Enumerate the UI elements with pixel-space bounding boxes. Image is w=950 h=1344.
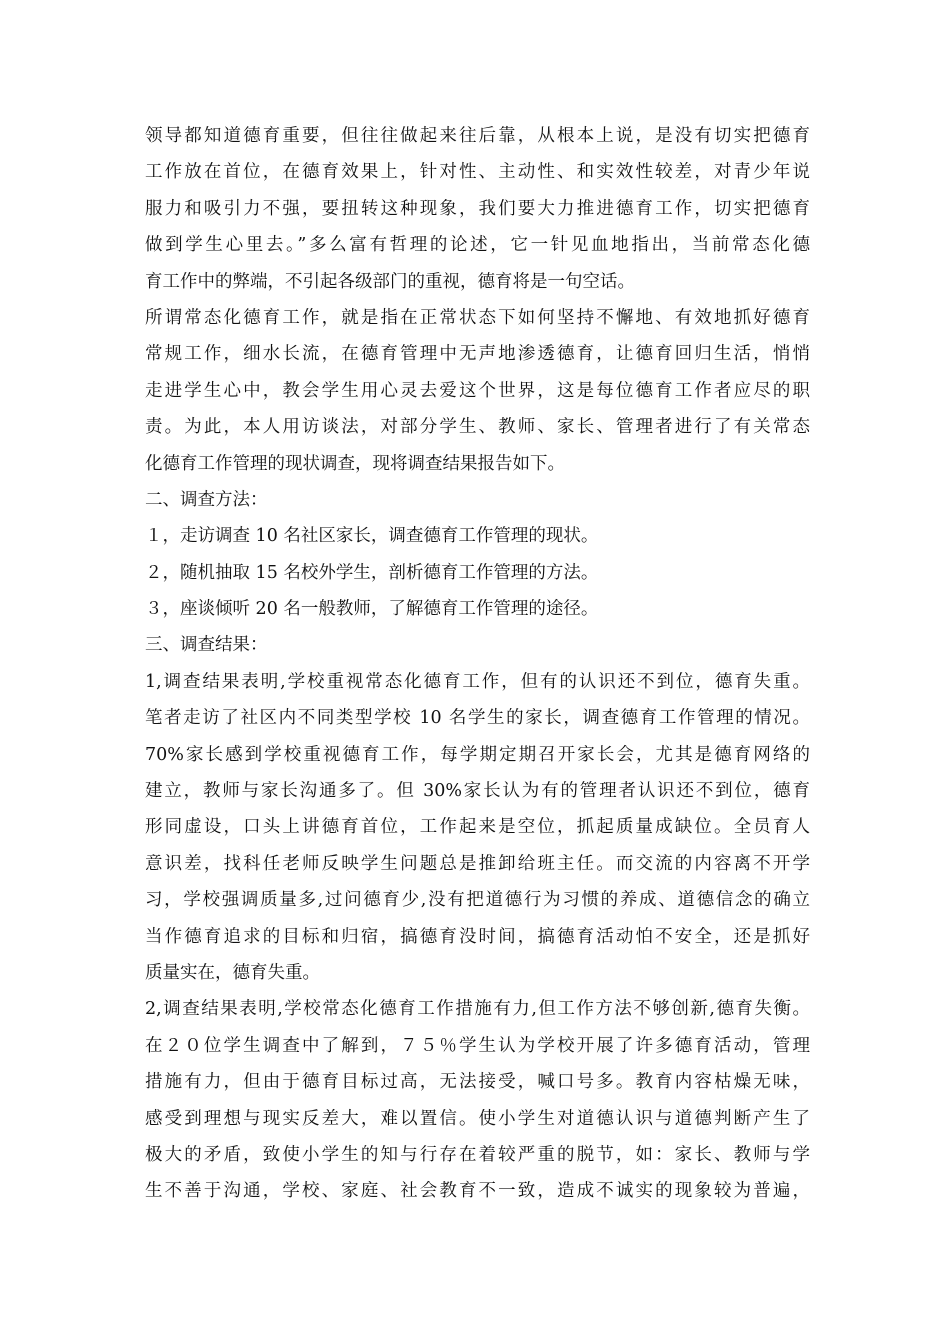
text-line: 生不善于沟通，学校、家庭、社会教育不一致，造成不诚实的现象较为普遍， — [145, 1181, 810, 1202]
text-line: 措施有力，但由于德育目标过高，无法接受，喊口号多。教育内容枯燥无味， — [145, 1072, 810, 1093]
list-item: ２，随机抽取 15 名校外学生，剖析德育工作管理的方法。 — [145, 562, 599, 583]
text-line: 做到学生心里去。”多么富有哲理的论述，它一针见血地指出，当前常态化德 — [145, 235, 810, 256]
text-line: 服力和吸引力不强，要扭转这种现象，我们要大力推进德育工作，切实把德育 — [145, 198, 810, 219]
text-line: 感受到理想与现实反差大，难以置信。使小学生对道德认识与道德判断产生了 — [145, 1108, 810, 1129]
document-body — [145, 118, 810, 1210]
text-line: 育工作中的弊端，不引起各级部门的重视，德育将是一句空话。 — [145, 271, 635, 292]
text-line: 在２０位学生调查中了解到，７５％学生认为学校开展了许多德育活动，管理 — [145, 1035, 810, 1056]
text-line: 常规工作，细水长流，在德育管理中无声地渗透德育，让德育回归生活，悄悄 — [145, 344, 810, 365]
text-line: 走进学生心中，教会学生用心灵去爱这个世界，这是每位德育工作者应尽的职 — [145, 380, 810, 401]
text-line: 笔者走访了社区内不同类型学校 10 名学生的家长，调查德育工作管理的情况。 — [145, 708, 810, 729]
text-line: 质量实在，德育失重。 — [145, 962, 320, 983]
text-line: 建立，教师与家长沟通多了。但 30%家长认为有的管理者认识还不到位，德育 — [145, 781, 810, 802]
text-line: 工作放在首位，在德育效果上，针对性、主动性、和实效性较差，对青少年说 — [145, 162, 810, 183]
section-heading: 二、调查方法： — [145, 489, 268, 510]
text-line: 领导都知道德育重要，但往往做起来往后靠，从根本上说，是没有切实把德育 — [145, 126, 810, 146]
text-line: 习，学校强调质量多,过问德育少,没有把道德行为习惯的养成、道德信念的确立 — [145, 890, 810, 911]
list-item: １，走访调查 10 名社区家长，调查德育工作管理的现状。 — [145, 526, 599, 547]
list-item: ３，座谈倾听 20 名一般教师，了解德育工作管理的途径。 — [145, 599, 599, 620]
text-line: 2,调查结果表明,学校常态化德育工作措施有力,但工作方法不够创新,德育失衡。 — [145, 999, 810, 1020]
text-line: 形同虚设，口头上讲德育首位，工作起来是空位，抓起质量成缺位。全员育人 — [145, 817, 810, 838]
text-line: 极大的矛盾，致使小学生的知与行存在着较严重的脱节，如：家长、教师与学 — [145, 1144, 810, 1165]
text-line: 化德育工作管理的现状调查，现将调查结果报告如下。 — [145, 453, 565, 474]
text-line: 1,调查结果表明,学校重视常态化德育工作，但有的认识还不到位，德育失重。 — [145, 671, 810, 692]
text-line: 责。为此，本人用访谈法，对部分学生、教师、家长、管理者进行了有关常态 — [145, 417, 810, 438]
text-line: 所谓常态化德育工作，就是指在正常状态下如何坚持不懈地、有效地抓好德育 — [145, 307, 810, 328]
text-line: 70%家长感到学校重视德育工作，每学期定期召开家长会，尤其是德育网络的 — [145, 744, 810, 765]
text-line: 当作德育追求的目标和归宿，搞德育没时间，搞德育活动怕不安全，还是抓好 — [145, 926, 810, 947]
text-line: 意识差，找科任老师反映学生问题总是推卸给班主任。而交流的内容离不开学 — [145, 853, 810, 874]
section-heading: 三、调查结果： — [145, 635, 268, 656]
